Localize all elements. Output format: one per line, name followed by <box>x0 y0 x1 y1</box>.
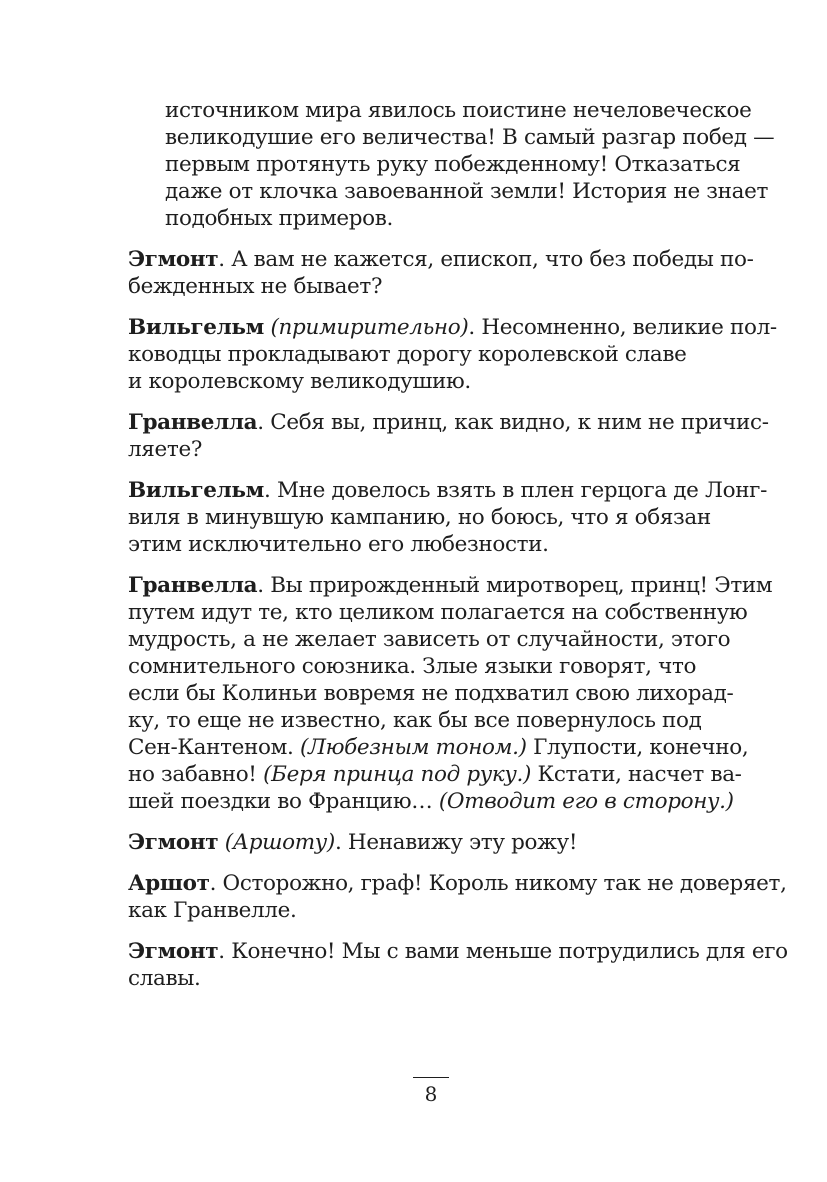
stage-direction: (Аршоту) <box>224 830 335 855</box>
text-line <box>128 436 738 463</box>
text-line <box>128 273 738 300</box>
speaker-name: Эгмонт <box>128 247 219 272</box>
text-line <box>128 246 754 273</box>
speech-text: . Ненавижу эту рожу! <box>334 830 578 855</box>
speech-text: даже от клочка завоеванной земли! История не знает <box>165 179 769 204</box>
speaker-name: Гранвелла <box>128 410 258 435</box>
speech-text: сомнительного союзника. Злые языки говорят, что <box>128 654 697 679</box>
speaker-name: Аршот <box>128 871 210 896</box>
text-line <box>165 151 741 178</box>
speech-text: как Гранвелле. <box>128 898 297 923</box>
speech-text: . Конечно! Мы с вами меньше потрудились для его <box>218 939 788 964</box>
speech-text: мудрость, а не желает зависеть от случайности, этого <box>128 627 731 652</box>
text-line <box>128 707 738 734</box>
stage-direction: (Любезным тоном.) <box>299 735 527 760</box>
speech-paragraph <box>128 870 787 924</box>
text-line <box>128 897 738 924</box>
text-line <box>128 829 738 856</box>
text-line <box>165 205 738 232</box>
stage-direction: (примирительно) <box>270 315 469 340</box>
speech-text: Глупости, конечно, <box>526 735 749 760</box>
text-line <box>128 409 769 436</box>
speaker-name: Гранвелла <box>128 573 258 598</box>
text-line <box>165 178 769 205</box>
speech-text: . Вы прирожденный миротворец, принц! Этим <box>257 573 773 598</box>
text-line <box>128 761 742 788</box>
text-line <box>128 504 738 531</box>
speech-text: если бы Колиньи вовремя не подхватил свою лихорад- <box>128 681 734 706</box>
text-line <box>128 572 773 599</box>
speech-text: Кстати, насчет ва- <box>531 762 742 787</box>
speech-paragraph <box>128 314 777 395</box>
speech-text: Сен-Кантеном. <box>128 735 300 760</box>
speech-text: . А вам не кажется, епископ, что без победы по- <box>218 247 754 272</box>
speech-text: источником мира явилось поистине нечеловеческое <box>165 98 752 123</box>
speaker-name: Вильгельм <box>128 315 265 340</box>
speech-paragraph <box>128 572 773 815</box>
speech-text: ляете? <box>128 437 202 462</box>
text-line <box>128 965 738 992</box>
dialogue-text <box>128 97 788 1006</box>
speech-paragraph <box>128 409 769 463</box>
speech-text: ководцы прокладывают дорогу королевской славе <box>128 342 687 367</box>
text-line <box>128 788 738 815</box>
speech-text: . Себя вы, принц, как видно, к ним не причис- <box>257 410 769 435</box>
speaker-name: Вильгельм <box>128 478 265 503</box>
speech-text: этим исключительно его любезности. <box>128 532 549 557</box>
text-line <box>165 97 752 124</box>
text-line <box>128 531 738 558</box>
speech-text: . Мне довелось взять в плен герцога де Лонг- <box>264 478 767 503</box>
footer-rule <box>413 1077 449 1078</box>
speech-paragraph <box>128 477 767 558</box>
speech-paragraph <box>128 938 788 992</box>
speech-text: подобных примеров. <box>165 206 394 231</box>
speech-text: бежденных не бывает? <box>128 274 383 299</box>
speech-text: и королевскому великодушию. <box>128 369 471 394</box>
text-line <box>128 938 788 965</box>
speech-text: шей поездки во Францию… <box>128 789 439 814</box>
speech-text: . Несомненно, великие пол- <box>468 315 777 340</box>
stage-direction: (Отводит его в сторону.) <box>438 789 734 814</box>
speech-text: но забавно! <box>128 762 264 787</box>
text-line <box>128 368 738 395</box>
speech-text: великодушие его величества! В самый разгар побед — <box>165 125 775 150</box>
text-line <box>165 124 775 151</box>
text-line <box>128 734 749 761</box>
stage-direction: (Беря принца под руку.) <box>263 762 532 787</box>
speech-text: путем идут те, кто целиком полагается на собственную <box>128 600 748 625</box>
text-line <box>128 341 738 368</box>
text-line <box>128 680 738 707</box>
text-line <box>128 653 738 680</box>
speech-text: славы. <box>128 966 201 991</box>
speech-text: виля в минувшую кампанию, но боюсь, что я обязан <box>128 505 711 530</box>
page-number: 8 <box>424 1082 438 1106</box>
text-line <box>128 477 767 504</box>
speech-paragraph <box>128 246 754 300</box>
speech-paragraph <box>128 829 738 856</box>
speaker-name: Эгмонт <box>128 939 219 964</box>
text-line <box>128 599 748 626</box>
speech-text: ку, то еще не известно, как бы все повернулось под <box>128 708 702 733</box>
continued-speech-paragraph <box>128 97 775 232</box>
text-line <box>128 626 738 653</box>
text-line <box>128 314 777 341</box>
speech-text: первым протянуть руку побежденному! Отказаться <box>165 152 741 177</box>
speaker-name: Эгмонт <box>128 830 219 855</box>
speech-text: . Осторожно, граф! Король никому так не доверяет, <box>209 871 787 896</box>
text-line <box>128 870 787 897</box>
